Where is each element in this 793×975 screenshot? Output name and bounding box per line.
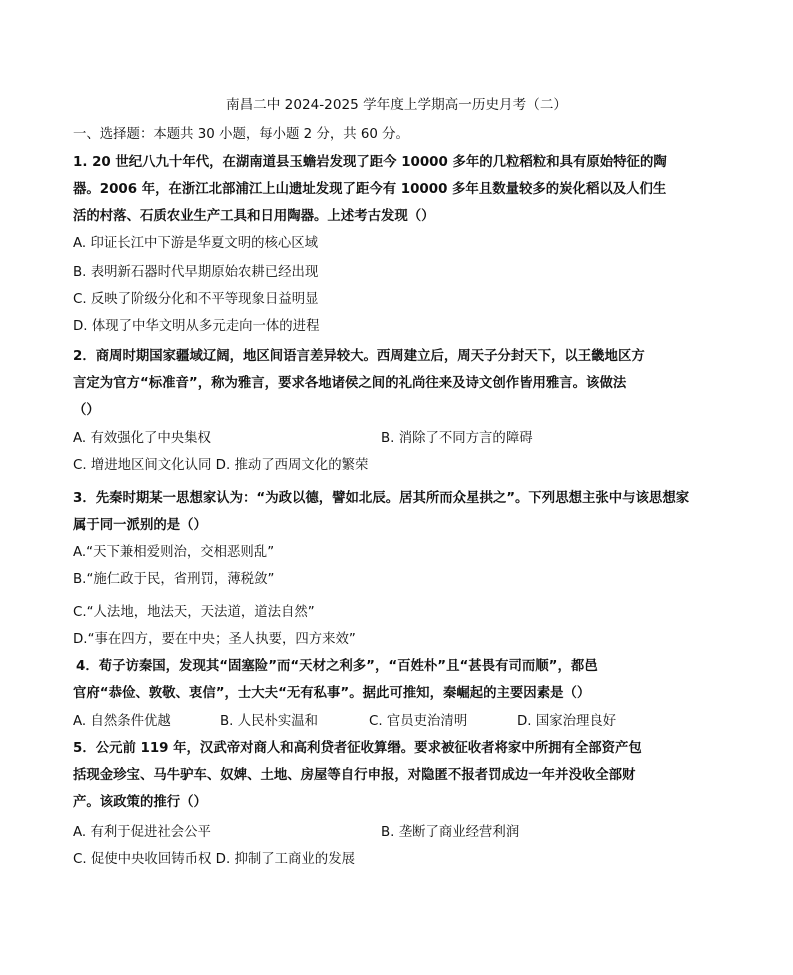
q3-option-b: B.“施仁政于民，省刑罚，薄税敛” <box>73 572 275 587</box>
q1-option-b: B. 表明新石器时代早期原始农耕已经出现 <box>73 265 319 280</box>
q1-stem-line1: 1. 20 世纪八九十年代，在湖南道县玉蟾岩发现了距今 10000 多年的几粒稻粒和具有原始特征的陶 <box>73 155 667 170</box>
q1-option-a: A. 印证长江中下游是华夏文明的核心区域 <box>73 236 319 251</box>
q1-option-c: C. 反映了阶级分化和不平等现象日益明显 <box>73 292 319 307</box>
q3-stem-line2: 属于同一派别的是（） <box>73 518 207 533</box>
q4-option-c: C. 官员吏治清明 <box>369 714 468 729</box>
q2-stem-line1: 2．商周时期国家疆域辽阔，地区间语言差异较大。西周建立后，周天子分封天下，以王畿地区方 <box>73 349 645 364</box>
q2-stem-line3: （） <box>73 403 100 418</box>
q2-stem-line2: 言定为官方“标准音”，称为雅言，要求各地诸侯之间的礼尚往来及诗文创作皆用雅言。该做法 <box>73 376 627 391</box>
q4-option-a: A. 自然条件优越 <box>73 714 171 729</box>
q3-option-a: A.“天下兼相爱则治，交相恶则乱” <box>73 545 275 560</box>
q4-stem-line1: 4．荀子访秦国，发现其“固塞险”而“天材之利多”，“百姓朴”且“甚畏有司而顺”，都邑 <box>76 659 598 674</box>
q5-stem-line2: 括现金珍宝、马牛驴车、奴婢、土地、房屋等自行申报，对隐匿不报者罚成边一年并没收全部财 <box>73 768 636 783</box>
q3-stem-line1: 3．先秦时期某一思想家认为：“为政以德，譬如北辰。居其所而众星拱之”。下列思想主张中与该思想家 <box>73 491 690 506</box>
q5-option-cd: C. 促使中央收回铸币权 D. 抑制了工商业的发展 <box>73 852 355 867</box>
q5-stem-line1: 5．公元前 119 年，汉武帝对商人和高利贷者征收算缗。要求被征收者将家中所拥有全部资产包 <box>73 741 642 756</box>
q5-option-a: A. 有利于促进社会公平 <box>73 825 211 840</box>
q3-option-c: C.“人法地，地法天，天法道，道法自然” <box>73 605 315 620</box>
q4-stem-line2: 官府“恭俭、敦敬、衷信”，士大夫“无有私事”。据此可推知，秦崛起的主要因素是（） <box>73 686 591 701</box>
q4-option-b: B. 人民朴实温和 <box>220 714 319 729</box>
q1-stem-line2: 器。2006 年，在浙江北部浦江上山遗址发现了距今有 10000 多年且数量较多的炭化稻以及人们生 <box>73 182 667 197</box>
q1-stem-line3: 活的村落、石质农业生产工具和日用陶器。上述考古发现（） <box>73 209 435 224</box>
q5-stem-line3: 产。该政策的推行（） <box>73 795 207 810</box>
q2-option-b: B. 消除了不同方言的障碍 <box>381 431 533 446</box>
q2-option-cd: C. 增进地区间文化认同 D. 推动了西周文化的繁荣 <box>73 458 369 473</box>
exam-title: 南昌二中 2024-2025 学年度上学期高一历史月考（二） <box>225 97 568 113</box>
q3-option-d: D.“事在四方，要在中央；圣人执要，四方来效” <box>73 632 356 647</box>
q4-option-d: D. 国家治理良好 <box>517 714 617 729</box>
section-heading: 一、选择题：本题共 30 小题，每小题 2 分，共 60 分。 <box>73 127 409 142</box>
q2-option-a: A. 有效强化了中央集权 <box>73 431 211 446</box>
q5-option-b: B. 垄断了商业经营利润 <box>381 825 520 840</box>
q1-option-d: D. 体现了中华文明从多元走向一体的进程 <box>73 319 320 334</box>
